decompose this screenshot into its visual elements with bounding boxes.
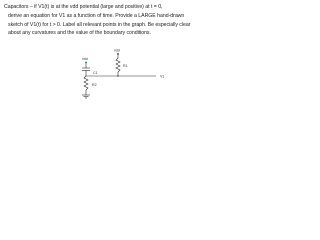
v1-label: V1 bbox=[160, 74, 165, 79]
vdd-node-right bbox=[117, 53, 119, 55]
question-line-2: derive an equation for V1 as a function of time. Provide a LARGE hand-drawn bbox=[8, 12, 185, 19]
resistor-r2-zigzag bbox=[84, 76, 88, 90]
vdd-label-left: vdd bbox=[82, 57, 88, 61]
question-line-1: Capacitors – if V1(t) is at the vdd potential (large and positive) at t = 0, bbox=[4, 4, 163, 10]
capacitor-c1 bbox=[82, 68, 98, 76]
circuit-diagram bbox=[0, 0, 200, 107]
vdd-supply-left bbox=[82, 57, 88, 68]
resistor-r1 bbox=[116, 58, 128, 72]
question-line-4: about any curvatures and the value of the boundary conditions. bbox=[8, 30, 151, 37]
vdd-supply-right bbox=[114, 49, 120, 59]
vdd-node-left bbox=[85, 62, 87, 64]
node-v1 bbox=[117, 72, 164, 79]
resistor-r2 bbox=[84, 76, 97, 95]
resistor-r1-label: R1 bbox=[123, 64, 128, 68]
resistor-r1-zigzag bbox=[116, 58, 120, 72]
capacitor-c1-label: C1 bbox=[93, 71, 98, 75]
ground-symbol bbox=[82, 95, 90, 98]
vdd-label-right: vdd bbox=[114, 48, 120, 53]
resistor-r2-label: R2 bbox=[92, 83, 97, 87]
question-line-3: sketch of V1(t) for t > 0. Label all relevant points in the graph. Be especially clear bbox=[8, 21, 191, 28]
document-page bbox=[0, 0, 200, 107]
